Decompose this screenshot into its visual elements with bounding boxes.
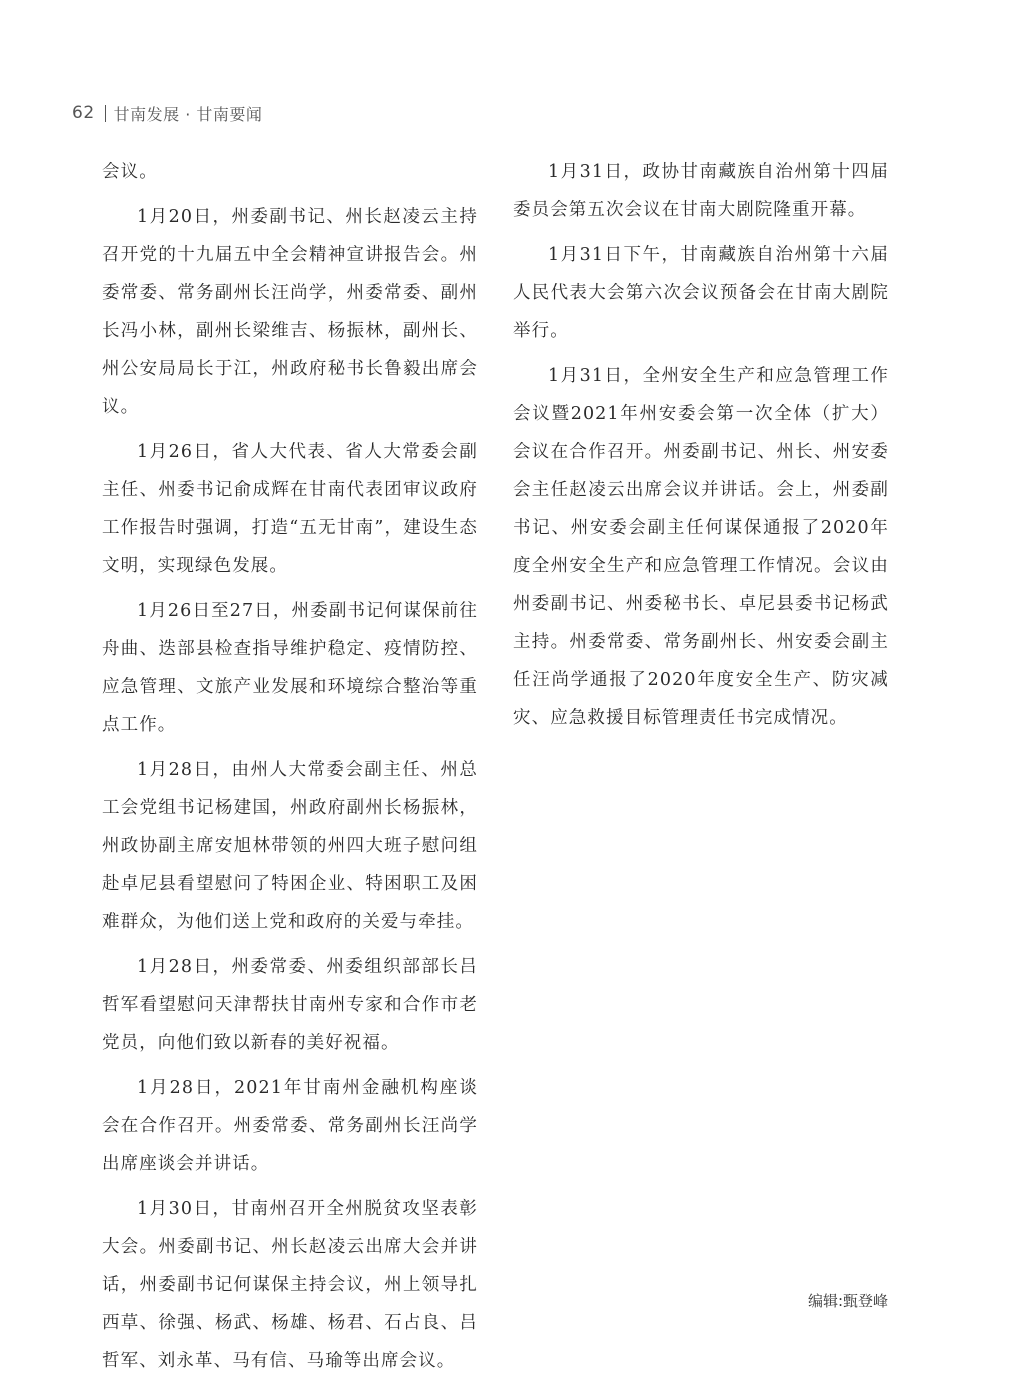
paragraph: 1月30日，甘南州召开全州脱贫攻坚表彰大会。州委副书记、州长赵凌云出席大会并讲话，州委副书记何谋保主持会议，州上领导扎西草、徐强、杨武、杨雄、杨君、石占良、吕哲军、刘永革、马有信、马瑜等出席会议。 <box>102 1199 478 1371</box>
left-column <box>102 153 478 1387</box>
paragraph: 1月26日至27日，州委副书记何谋保前往舟曲、迭部县检查指导维护稳定、疫情防控、应急管理、文旅产业发展和环境综合整治等重点工作。 <box>102 601 478 735</box>
section-title: 甘南发展 · 甘南要闻 <box>113 104 263 124</box>
paragraph: 1月31日，政协甘南藏族自治州第十四届委员会第五次会议在甘南大剧院隆重开幕。 <box>513 162 889 220</box>
paragraph: 1月28日，2021年甘南州金融机构座谈会在合作召开。州委常委、常务副州长汪尚学出席座谈会并讲话。 <box>102 1078 478 1174</box>
editor-credit: 编辑:甄登峰 <box>807 1292 888 1310</box>
page-number: 62 <box>72 103 95 123</box>
paragraph: 1月28日，由州人大常委会副主任、州总工会党组书记杨建国，州政府副州长杨振林，州政协副主席安旭林带领的州四大班子慰问组赴卓尼县看望慰问了特困企业、特困职工及困难群众，为他们送上党和政府的关爱与牵挂。 <box>102 760 478 932</box>
page-header <box>72 100 262 126</box>
paragraph: 1月28日，州委常委、州委组织部部长吕哲军看望慰问天津帮扶甘南州专家和合作市老党员，向他们致以新春的美好祝福。 <box>102 957 478 1053</box>
paragraph: 1月20日，州委副书记、州长赵凌云主持召开党的十九届五中全会精神宣讲报告会。州委常委、常务副州长汪尚学，州委常委、副州长冯小林，副州长梁维吉、杨振林，副州长、州公安局局长于江，州政府秘书长鲁毅出席会议。 <box>102 207 478 417</box>
paragraph: 会议。 <box>102 162 158 182</box>
paragraph: 1月26日，省人大代表、省人大常委会副主任、州委书记俞成辉在甘南代表团审议政府工作报告时强调，打造“五无甘南”，建设生态文明，实现绿色发展。 <box>102 442 478 576</box>
header-divider <box>105 105 106 122</box>
paragraph: 1月31日下午，甘南藏族自治州第十六届人民代表大会第六次会议预备会在甘南大剧院举行。 <box>513 245 889 341</box>
right-column <box>513 153 889 744</box>
paragraph: 1月31日，全州安全生产和应急管理工作会议暨2021年州安委会第一次全体（扩大）会议在合作召开。州委副书记、州长、州安委会主任赵凌云出席会议并讲话。会上，州委副书记、州安委会副主任何谋保通报了2020年度全州安全生产和应急管理工作情况。会议由州委副书记、州委秘书长、卓尼县委书记杨武主持。州委常委、常务副州长、州安委会副主任汪尚学通报了2020年度安全生产、防灾减灾、应急救援目标管理责任书完成情况。 <box>513 366 889 728</box>
